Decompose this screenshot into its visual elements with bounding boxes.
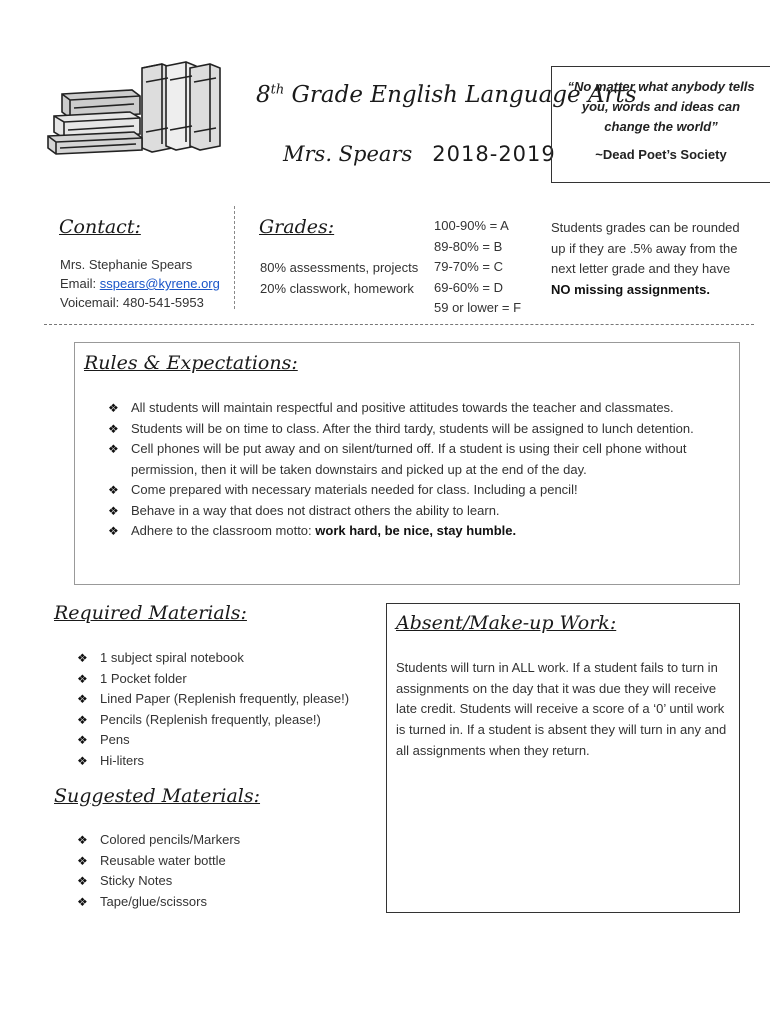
list-item: ❖ Students will be on time to class. After the third tardy, students will be assigned to lunch detention. <box>108 419 736 440</box>
contact-details <box>60 255 220 312</box>
quote-text: “No matter what anybody tells you, words and ideas can change the world” <box>567 79 755 134</box>
section-divider <box>44 324 754 325</box>
quote-source: ~Dead Poet’s Society <box>595 147 727 162</box>
rules-list <box>108 398 736 542</box>
list-item <box>108 521 736 542</box>
list-item: ❖ Pens <box>77 730 349 751</box>
motto-prefix: Adhere to the classroom motto: <box>131 523 316 538</box>
grade-weight: 20% classwork, homework <box>260 281 414 296</box>
classroom-motto: work hard, be nice, stay humble. <box>315 523 517 538</box>
list-item: ❖ Hi-liters <box>77 751 349 772</box>
rounding-note-text: Students grades can be rounded up if they are .5% away from the next letter grade and they have <box>551 220 740 276</box>
email-label: Email: <box>60 276 100 291</box>
grade-scale-row: 89-80% = B <box>434 238 503 254</box>
title-ordinal: th <box>270 82 285 98</box>
title-number: 8 <box>256 82 271 108</box>
rules-heading: Rules & Expectations: <box>84 352 298 374</box>
rounding-note-emphasis: NO missing assignments. <box>551 281 710 297</box>
list-item: ❖ Colored pencils/Markers <box>77 830 240 851</box>
list-item: ❖ Reusable water bottle <box>77 851 240 872</box>
rounding-note <box>551 218 751 300</box>
list-item: ❖ Lined Paper (Replenish frequently, please!) <box>77 689 349 710</box>
contact-heading: Contact: <box>59 216 141 238</box>
list-item: ❖ Come prepared with necessary materials needed for class. Including a pencil! <box>108 480 736 501</box>
school-year: 2018-2019 <box>432 142 556 166</box>
contact-email-line <box>60 274 220 293</box>
grade-scale-row: 59 or lower = F <box>434 300 522 315</box>
list-item: ❖ Behave in a way that does not distract others the ability to learn. <box>108 501 736 522</box>
list-item: ❖ 1 Pocket folder <box>77 669 349 690</box>
quote-box <box>551 66 770 183</box>
list-item: ❖ Sticky Notes <box>77 871 240 892</box>
email-link[interactable]: sspears@kyrene.org <box>99 276 220 291</box>
grade-scale-row: 100-90% = A <box>434 218 509 233</box>
contact-voicemail: Voicemail: 480-541-5953 <box>60 295 204 310</box>
grade-scale-row: 69-60% = D <box>434 279 504 295</box>
suggested-materials-list <box>77 830 240 912</box>
grade-weights <box>260 257 418 299</box>
list-item: ❖ Tape/glue/scissors <box>77 892 240 913</box>
list-item: ❖ 1 subject spiral notebook <box>77 648 349 669</box>
grade-weight: 80% assessments, projects <box>260 260 419 275</box>
column-divider <box>234 206 235 309</box>
books-illustration <box>44 60 229 155</box>
required-materials-heading: Required Materials: <box>54 602 247 624</box>
grading-scale <box>434 216 521 319</box>
list-item: ❖ Cell phones will be put away and on silent/turned off. If a student is using their cell phone without permission, then it will be taken downstairs and picked up at the end of the day. <box>108 439 736 480</box>
title-text: Grade English Language Arts <box>284 82 637 108</box>
absent-work-text: Students will turn in ALL work. If a student fails to turn in assignments on the day that it was due they will receive late credit. Students will receive a score of a ‘0’ until work is turned in. If a student is absent they will turn in any and all assignments when they return. <box>396 660 727 758</box>
grade-scale-row: 79-70% = C <box>434 259 504 274</box>
grades-heading: Grades: <box>259 216 335 238</box>
teacher-line <box>283 142 556 166</box>
teacher-name: Mrs. Spears <box>283 142 413 166</box>
required-materials-list <box>77 648 349 771</box>
contact-name: Mrs. Stephanie Spears <box>60 257 193 272</box>
suggested-materials-heading: Suggested Materials: <box>54 785 261 807</box>
absent-work-heading: Absent/Make-up Work: <box>396 612 617 634</box>
list-item: ❖ All students will maintain respectful and positive attitudes towards the teacher and classmates. <box>108 398 736 419</box>
list-item: ❖ Pencils (Replenish frequently, please!) <box>77 710 349 731</box>
